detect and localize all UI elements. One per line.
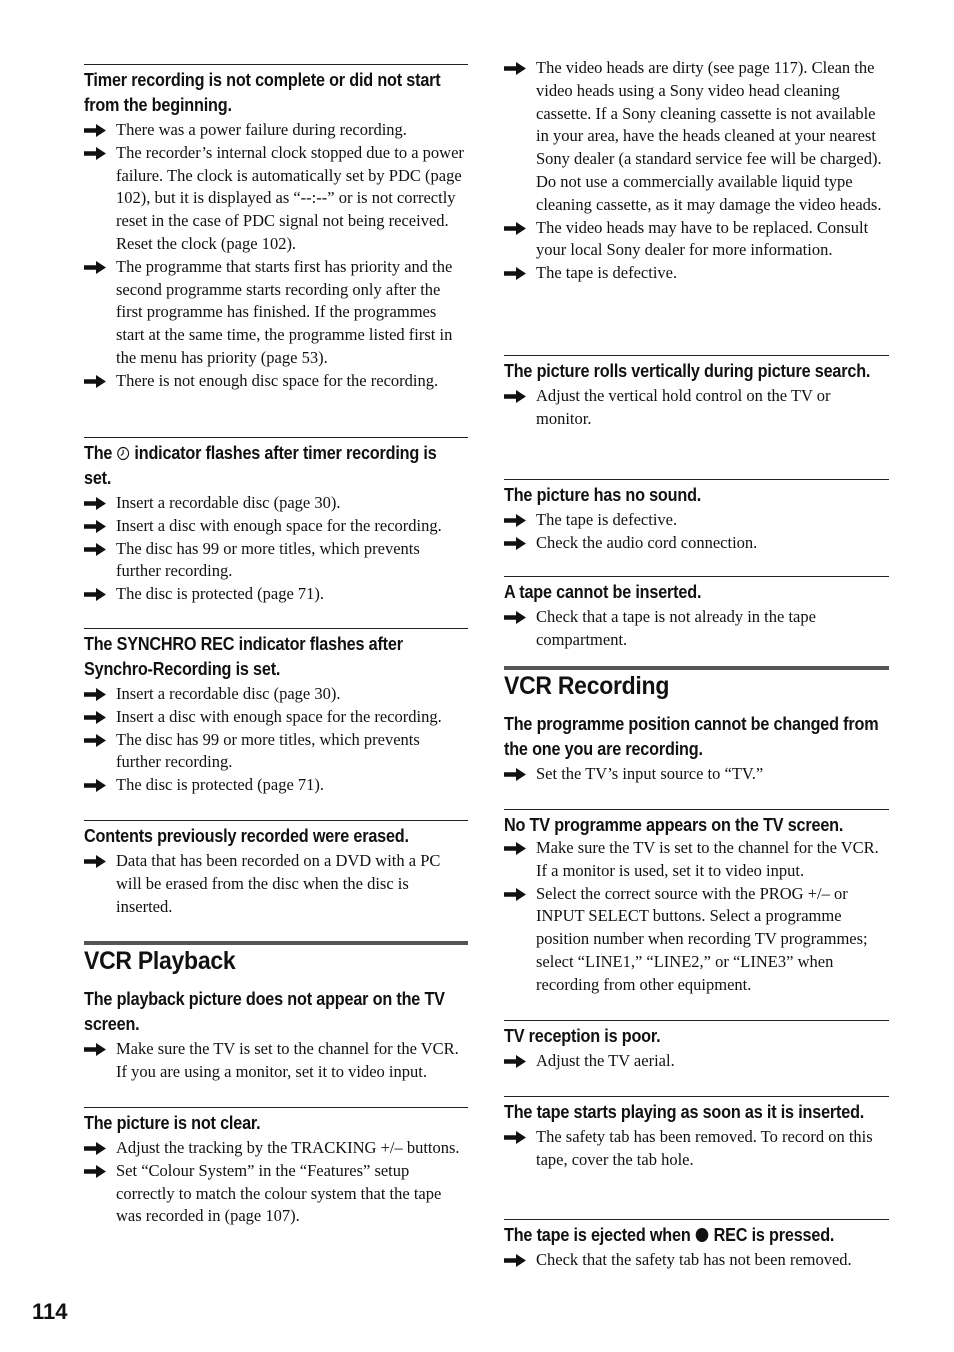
list-item: Data that has been recorded on a DVD with a PC will be erased from the disc when the disc is inserted. (84, 850, 468, 918)
list-item: The disc is protected (page 71). (84, 583, 468, 606)
arrow-icon (504, 267, 526, 280)
faq-contents-erased (84, 820, 468, 918)
faq-tape-ejected (504, 1219, 889, 1272)
list-item: The safety tab has been removed. To record on this tape, cover the tab hole. (504, 1126, 889, 1172)
arrow-icon (84, 520, 106, 533)
list-item: The video heads are dirty (see page 117). Clean the video heads using a Sony video head cleaning cassette. If a Sony cleaning cassette is not available in your area, have the heads cleaned at your nearest Sony dealer (a standard service fee will be charged). Do not use a commercially available liquid type cleaning cassette, as it may damage the video heads. (504, 57, 889, 217)
list-item: Insert a recordable disc (page 30). (84, 683, 468, 706)
faq-tv-reception (504, 1020, 889, 1073)
answer-list (504, 606, 889, 652)
list-item: Set the TV’s input source to “TV.” (504, 763, 889, 786)
faq-heading: The picture is not clear. (84, 1113, 261, 1133)
answer-list (504, 1249, 889, 1272)
arrow-icon (84, 543, 106, 556)
faq-no-tv-programme (504, 809, 889, 997)
list-item: Adjust the TV aerial. (504, 1050, 889, 1073)
arrow-icon (504, 611, 526, 624)
answer-list (84, 119, 468, 393)
arrow-icon (84, 147, 106, 160)
faq-heading: The tape is ejected when REC is pressed. (504, 1225, 835, 1245)
arrow-icon (504, 1131, 526, 1144)
list-item: Make sure the TV is set to the channel for the VCR. If a monitor is used, set it to video input. (504, 837, 889, 883)
arrow-icon (84, 734, 106, 747)
arrow-icon (504, 842, 526, 855)
faq-heading: The SYNCHRO REC indicator flashes after Synchro-Recording is set. (84, 634, 403, 679)
list-item: The disc has 99 or more titles, which prevents further recording. (84, 729, 468, 775)
answer-list (84, 683, 468, 797)
section-divider (84, 941, 468, 945)
arrow-icon (84, 261, 106, 274)
answer-list (504, 1050, 889, 1073)
arrow-icon (84, 688, 106, 701)
page-number: 114 (32, 1299, 68, 1324)
list-item: The tape is defective. (504, 509, 889, 532)
list-item: Check that the safety tab has not been removed. (504, 1249, 889, 1272)
arrow-icon (504, 768, 526, 781)
faq-picture-rolls (504, 355, 889, 431)
arrow-icon (84, 124, 106, 137)
arrow-icon (84, 497, 106, 510)
faq-heading: The playback picture does not appear on the TV screen. (84, 989, 445, 1034)
arrow-icon (504, 62, 526, 75)
answer-list (504, 763, 889, 786)
answer-list (84, 492, 468, 606)
faq-heading: TV reception is poor. (504, 1026, 661, 1046)
faq-heading: The tape starts playing as soon as it is inserted. (504, 1102, 865, 1122)
arrow-icon (504, 1254, 526, 1267)
faq-picture-not-clear (84, 1107, 468, 1228)
list-item: The tape is defective. (504, 262, 889, 285)
answer-list (504, 1126, 889, 1172)
arrow-icon (84, 1043, 106, 1056)
list-item: Insert a recordable disc (page 30). (84, 492, 468, 515)
arrow-icon (84, 855, 106, 868)
list-item: Adjust the vertical hold control on the TV or monitor. (504, 385, 889, 431)
faq-no-sound (504, 479, 889, 555)
arrow-icon (84, 779, 106, 792)
faq-tape-cannot-insert (504, 576, 889, 652)
list-item: Insert a disc with enough space for the recording. (84, 515, 468, 538)
arrow-icon (504, 222, 526, 235)
arrow-icon (84, 588, 106, 601)
faq-heading: The picture rolls vertically during picture search. (504, 361, 871, 381)
arrow-icon (84, 1165, 106, 1178)
list-item: Adjust the tracking by the TRACKING +/– buttons. (84, 1137, 468, 1160)
section-title-vcr-playback: VCR Playback (84, 947, 236, 975)
list-item: The disc has 99 or more titles, which prevents further recording. (84, 538, 468, 584)
arrow-icon (504, 390, 526, 403)
list-item: Select the correct source with the PROG +/– or INPUT SELECT buttons. Select a programme position number when recording TV programmes; select “LINE1,” “LINE2,” or “LINE3” when recording from other equipment. (504, 883, 889, 997)
answer-list (84, 1137, 468, 1228)
list-item: There is not enough disc space for the recording. (84, 370, 468, 393)
answer-list (84, 1038, 468, 1084)
arrow-icon (504, 514, 526, 527)
faq-timer-recording-incomplete (84, 64, 468, 393)
answer-list (504, 509, 889, 555)
answer-list (504, 385, 889, 431)
answer-list (504, 837, 889, 997)
arrow-icon (504, 888, 526, 901)
record-dot-icon (695, 1227, 709, 1243)
faq-heading: A tape cannot be inserted. (504, 582, 702, 602)
arrow-icon (504, 1055, 526, 1068)
list-item: The programme that starts first has priority and the second programme starts recording only after the first programme has finished. If the programmes start at the same time, the programme listed first in the menu has priority (page 53). (84, 256, 468, 370)
faq-tape-starts-playing (504, 1096, 889, 1172)
section-title-vcr-recording: VCR Recording (504, 672, 670, 700)
list-item: Insert a disc with enough space for the recording. (84, 706, 468, 729)
faq-heading: No TV programme appears on the TV screen. (504, 815, 844, 835)
faq-heading: Timer recording is not complete or did not start from the beginning. (84, 70, 441, 115)
faq-programme-position (504, 712, 889, 786)
list-item: The disc is protected (page 71). (84, 774, 468, 797)
faq-continued-answers (504, 57, 889, 285)
faq-heading: The indicator flashes after timer recording is set. (84, 443, 437, 488)
section-divider (504, 666, 889, 670)
list-item: There was a power failure during recording. (84, 119, 468, 142)
list-item: Make sure the TV is set to the channel for the VCR. If you are using a monitor, set it to video input. (84, 1038, 468, 1084)
list-item: The recorder’s internal clock stopped due to a power failure. The clock is automatically set by PDC (page 102), but it is displayed as “--:--” or is not correctly reset in the case of PDC signal not being received. Reset the clock (page 102). (84, 142, 468, 256)
answer-list (504, 57, 889, 285)
list-item: Check that a tape is not already in the tape compartment. (504, 606, 889, 652)
arrow-icon (84, 711, 106, 724)
faq-synchro-rec-indicator (84, 628, 468, 797)
faq-heading: Contents previously recorded were erased. (84, 826, 409, 846)
arrow-icon (84, 375, 106, 388)
list-item: Check the audio cord connection. (504, 532, 889, 555)
answer-list (84, 850, 468, 918)
list-item: Set “Colour System” in the “Features” setup correctly to match the colour system that the tape was recorded in (page 107). (84, 1160, 468, 1228)
faq-timer-indicator-flashes (84, 437, 468, 606)
timer-clock-icon (117, 446, 131, 461)
arrow-icon (504, 537, 526, 550)
faq-playback-picture-missing (84, 987, 468, 1084)
list-item: The video heads may have to be replaced. Consult your local Sony dealer for more information. (504, 217, 889, 263)
arrow-icon (84, 1142, 106, 1155)
faq-heading: The picture has no sound. (504, 485, 702, 505)
faq-heading: The programme position cannot be changed from the one you are recording. (504, 714, 879, 759)
